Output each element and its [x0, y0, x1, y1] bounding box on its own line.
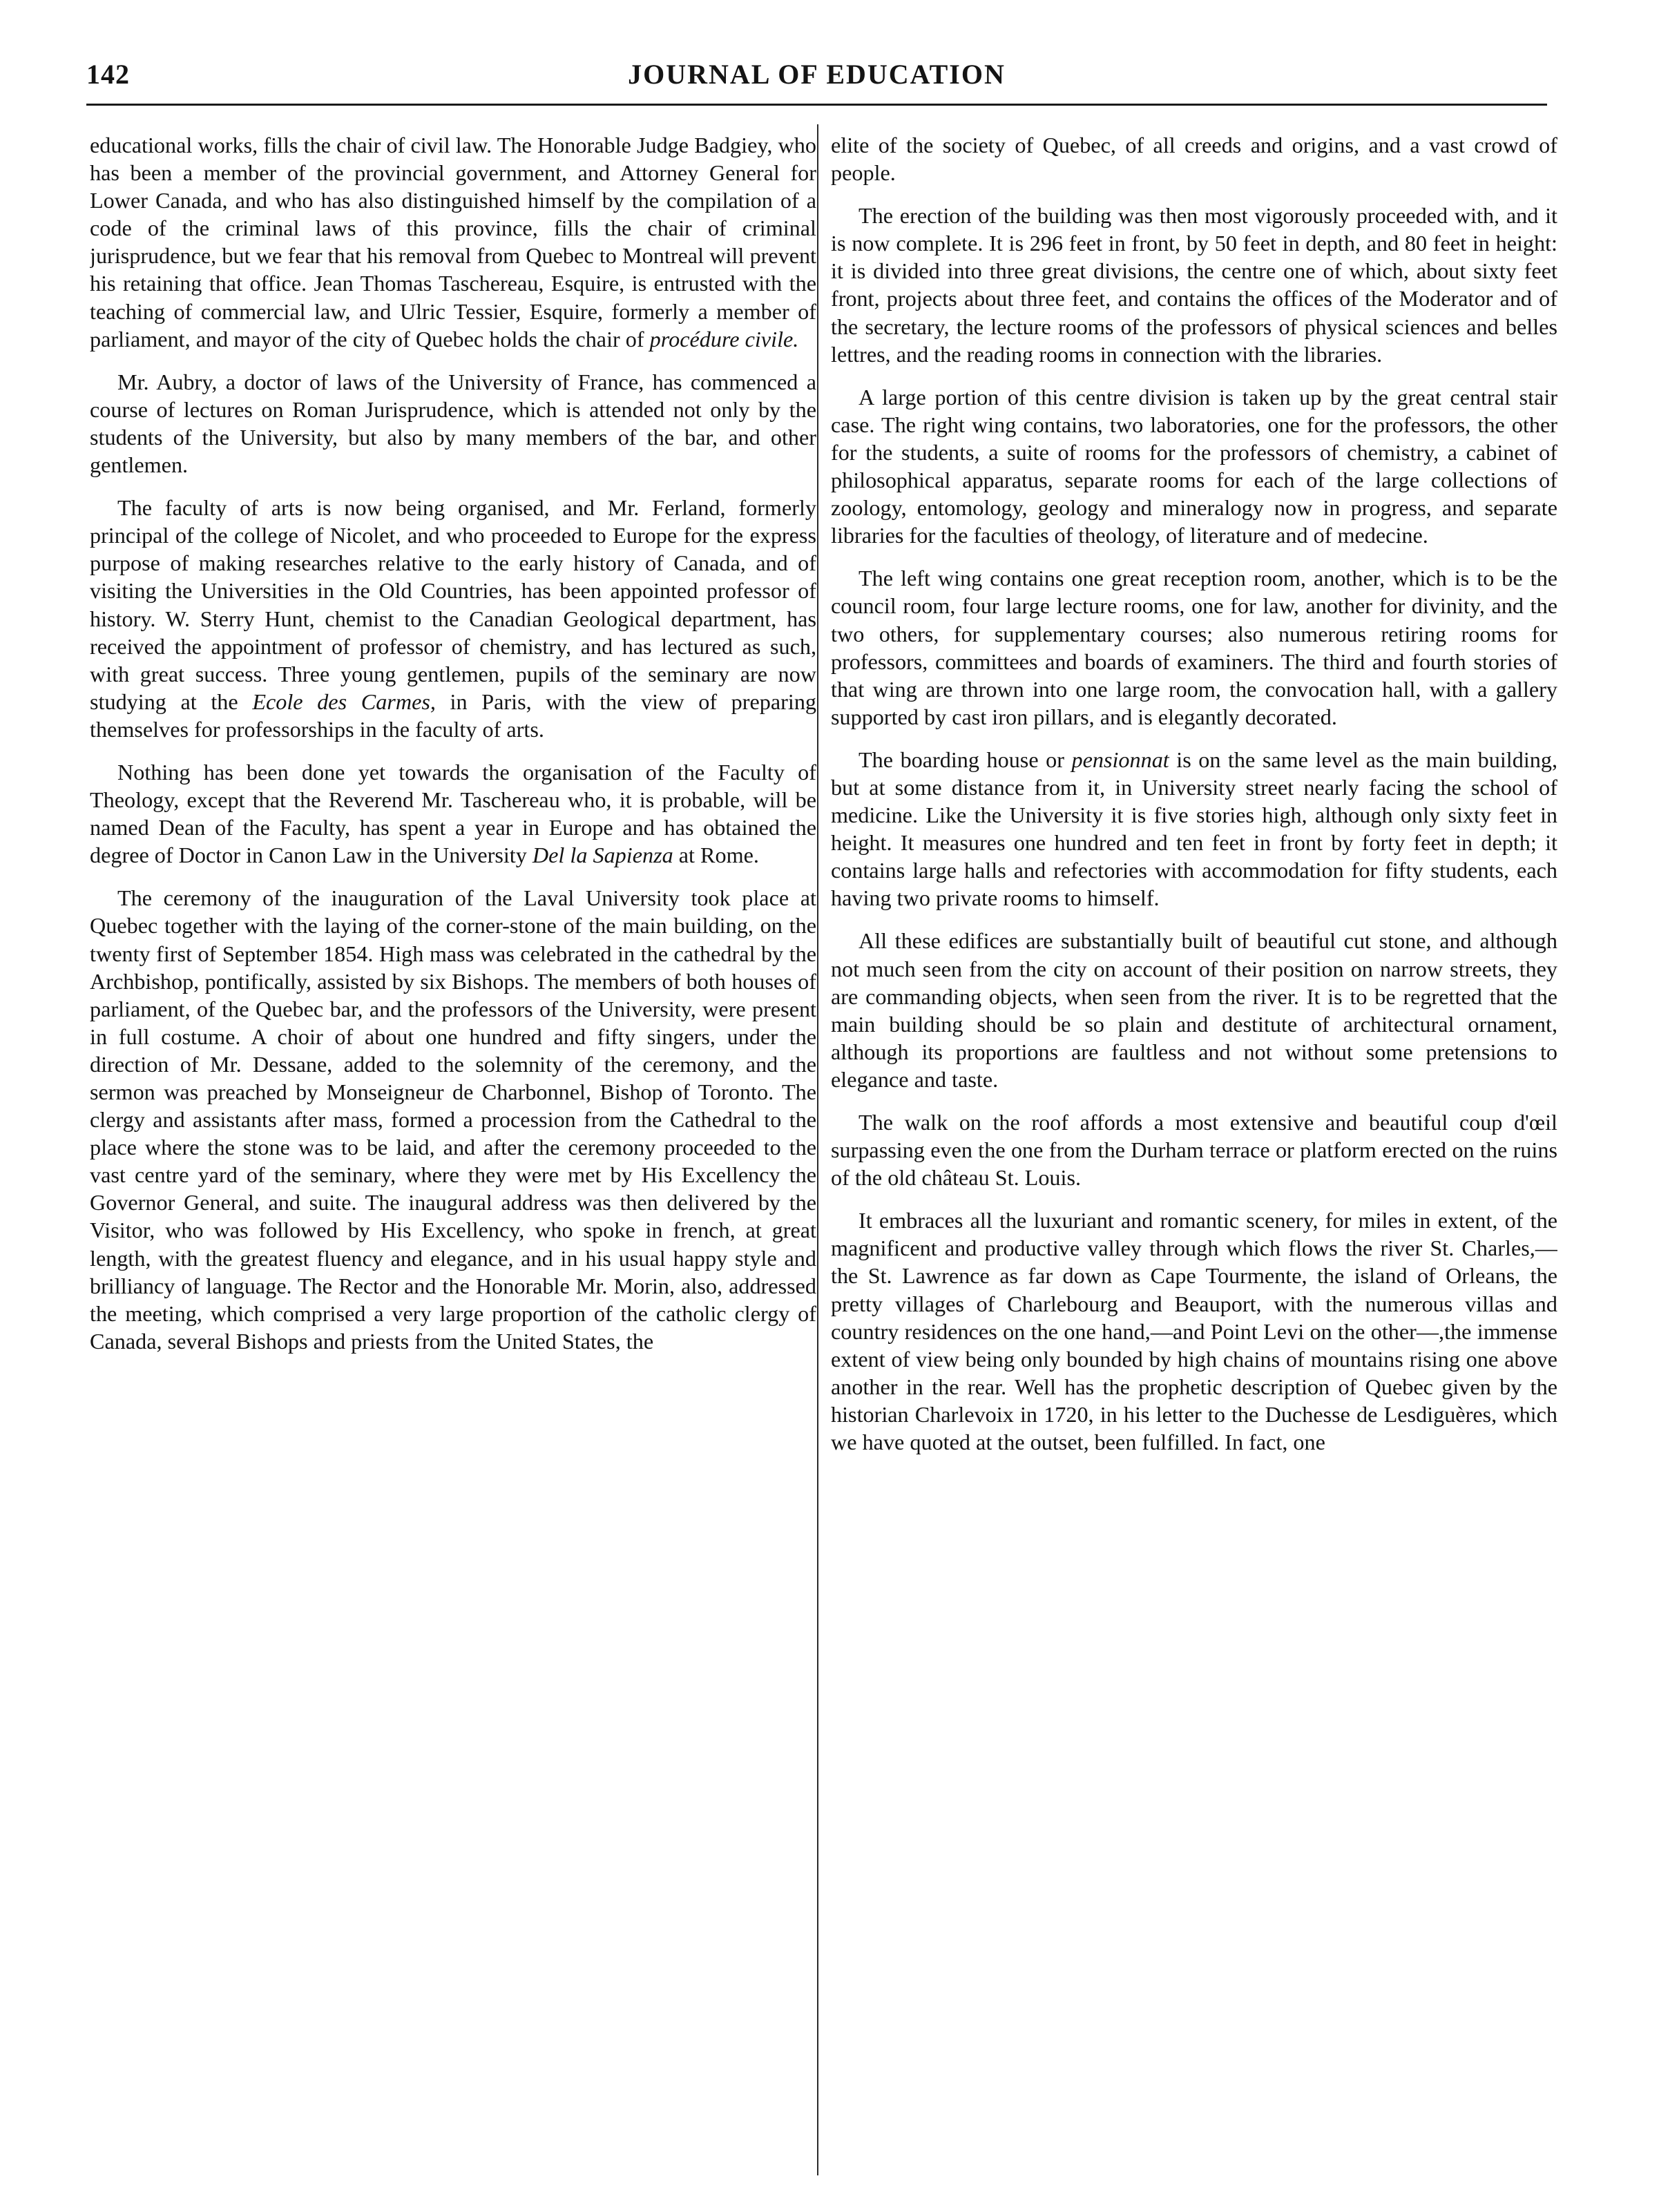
text-run: All these edifices are substantially built of beautiful cut stone, and although not much seen from the city on account of their position on narrow streets, they are commanding objects, when seen from the river. It is to be regretted that the main building should be so plain and destitute of architectural ornament, although its proportions are faultless and not without some pretensions to elegance and taste.	[831, 928, 1557, 1092]
page-header	[86, 58, 1547, 106]
paragraph	[831, 927, 1557, 1093]
paragraph	[831, 1206, 1557, 1456]
italic-text: Ecole des Carmes,	[252, 689, 436, 714]
text-run: Mr. Aubry, a doctor of laws of the University of France, has commenced a course of lectures on Roman Jurisprudence, which is attended not only by the students of the University, but also by many members of the bar, and other gentlemen.	[90, 369, 816, 478]
italic-text: pensionnat	[1071, 747, 1169, 772]
paragraph	[831, 746, 1557, 912]
left-column	[90, 131, 816, 2189]
text-run: in Paris, with the view of preparing themselves for professorships in the faculty of arts.	[90, 689, 816, 742]
paragraph	[90, 884, 816, 1355]
italic-text: Del la Sapienza	[532, 843, 673, 868]
text-run: A large portion of this centre division is taken up by the great central stair case. The right wing contains, two laboratories, one for the professors, the other for the students, a suite of rooms for the professors of chemistry, a cabinet of philosophical apparatus, separate rooms for each of the large collections of zoology, entomology, geology and mineralogy now in progress, and separate libraries for the faculties of theology, of literature and of medecine.	[831, 384, 1557, 548]
text-run: elite of the society of Quebec, of all creeds and origins, and a vast crowd of people.	[831, 133, 1557, 186]
text-run: The walk on the roof affords a most extensive and beautiful coup d'œil surpassing even the one from the Durham terrace or platform erected on the ruins of the old château St. Louis.	[831, 1110, 1557, 1191]
paragraph	[831, 383, 1557, 550]
paragraph	[90, 131, 816, 353]
paragraph	[90, 368, 816, 479]
paragraph	[831, 564, 1557, 731]
text-run: The left wing contains one great reception room, another, which is to be the council room, four large lecture rooms, one for law, another for divinity, and the two others, for supplementary courses; also numerous retiring rooms for professors, committees and boards of examiners. The third and fourth stories of that wing are thrown into one large room, the convocation hall, with a gallery supported by cast iron pillars, and is elegantly decorated.	[831, 566, 1557, 729]
text-run: The boarding house or	[858, 747, 1072, 772]
paragraph	[831, 202, 1557, 368]
paragraph	[831, 131, 1557, 186]
column-divider	[817, 124, 818, 2175]
text-run: is on the same level as the main building, but at some distance from it, in University street nearly facing the school of medicine. Like the University it is five stories high, although only sixty feet in height. It measures one hundred and ten feet in front by forty feet in depth; it contains large halls and refectories with accommodation for fifty students, each having two private rooms to himself.	[831, 747, 1557, 911]
header-rule	[86, 104, 1547, 106]
text-run: The erection of the building was then most vigorously proceeded with, and it is now complete. It is 296 feet in front, by 50 feet in depth, and 80 feet in height: it is divided into three great divisions, the centre one of which, about sixty feet front, projects about three feet, and contains the offices of the Moderator and of the secretary, the lecture rooms of the professors of physical sciences and belles lettres, and the reading rooms in connection with the libraries.	[831, 203, 1557, 367]
text-run: at Rome.	[673, 843, 759, 868]
text-run: educational works, fills the chair of civil law. The Honorable Judge Badgiey, who has been a member of the provincial government, and Attorney General for Lower Canada, and who has also distinguished himself by the compilation of a code of the criminal laws of this province, fills the chair of criminal jurisprudence, but we fear that his removal from Quebec to Montreal will prevent his retaining that office. Jean Thomas Taschereau, Esquire, is entrusted with the teaching of commercial law, and Ulric Tessier, Esquire, formerly a member of parliament, and mayor of the city of Quebec holds the chair of	[90, 133, 816, 352]
right-column	[831, 131, 1557, 2189]
text-run: The faculty of arts is now being organised, and Mr. Ferland, formerly principal of the college of Nicolet, and who proceeded to Europe for the express purpose of making researches relative to the early history of Canada, and of visiting the Universities in the Old Countries, has been appointed professor of history. W. Sterry Hunt, chemist to the Canadian Geological department, has received the appointment of professor of chemistry, and has lectured as such, with great success. Three young gentlemen, pupils of the seminary are now studying at the	[90, 495, 816, 714]
text-run: The ceremony of the inauguration of the Laval University took place at Quebec together with the laying of the corner-stone of the main building, on the twenty first of September 1854. High mass was celebrated in the cathedral by the Archbishop, pontifically, assisted by six Bishops. The members of both houses of parliament, of the Quebec bar, and the professors of the University, were present in full costume. A choir of about one hundred and fifty singers, under the direction of Mr. Dessane, added to the solemnity of the ceremony, and the sermon was preached by Monseigneur de Charbonnel, Bishop of Toronto. The clergy and assistants after mass, formed a procession from the Cathedral to the place where the stone was to be laid, and after the ceremony proceeded to the vast centre yard of the seminary, where they were met by His Excellency the Governor General, and suite. The inaugural address was then delivered by the Visitor, who was followed by His Excellency, who spoke in french, at great length, with the greatest fluency and elegance, and in his usual happy style and brilliancy of language. The Rector and the Honorable Mr. Morin, also, addressed the meeting, which comprised a very large proportion of the catholic clergy of Canada, several Bishops and priests from the United States, the	[90, 885, 816, 1354]
page-number: 142	[86, 59, 130, 90]
italic-text: procédure civile.	[649, 326, 799, 352]
text-run: It embraces all the luxuriant and romantic scenery, for miles in extent, of the magnificent and productive valley through which flows the river St. Charles,—the St. Lawrence as far down as Cape Tourmente, the island of Orleans, the pretty villages of Charlebourg and Beauport, with the numerous villas and country residences on the one hand,—and Point Levi on the other—,the immense extent of view being only bounded by high chains of mountains rising one above another in the rear. Well has the prophetic description of Quebec given by the historian Charlevoix in 1720, in his letter to the Duchesse de Lesdiguères, which we have quoted at the outset, been fulfilled. In fact, one	[831, 1208, 1557, 1455]
paragraph	[831, 1108, 1557, 1191]
journal-title: JOURNAL OF EDUCATION	[628, 59, 1006, 90]
paragraph	[90, 494, 816, 743]
paragraph	[90, 758, 816, 869]
text-run: Nothing has been done yet towards the organisation of the Faculty of Theology, except that the Reverend Mr. Taschereau who, it is probable, will be named Dean of the Faculty, has spent a year in Europe and has obtained the degree of Doctor in Canon Law in the University	[90, 759, 816, 868]
